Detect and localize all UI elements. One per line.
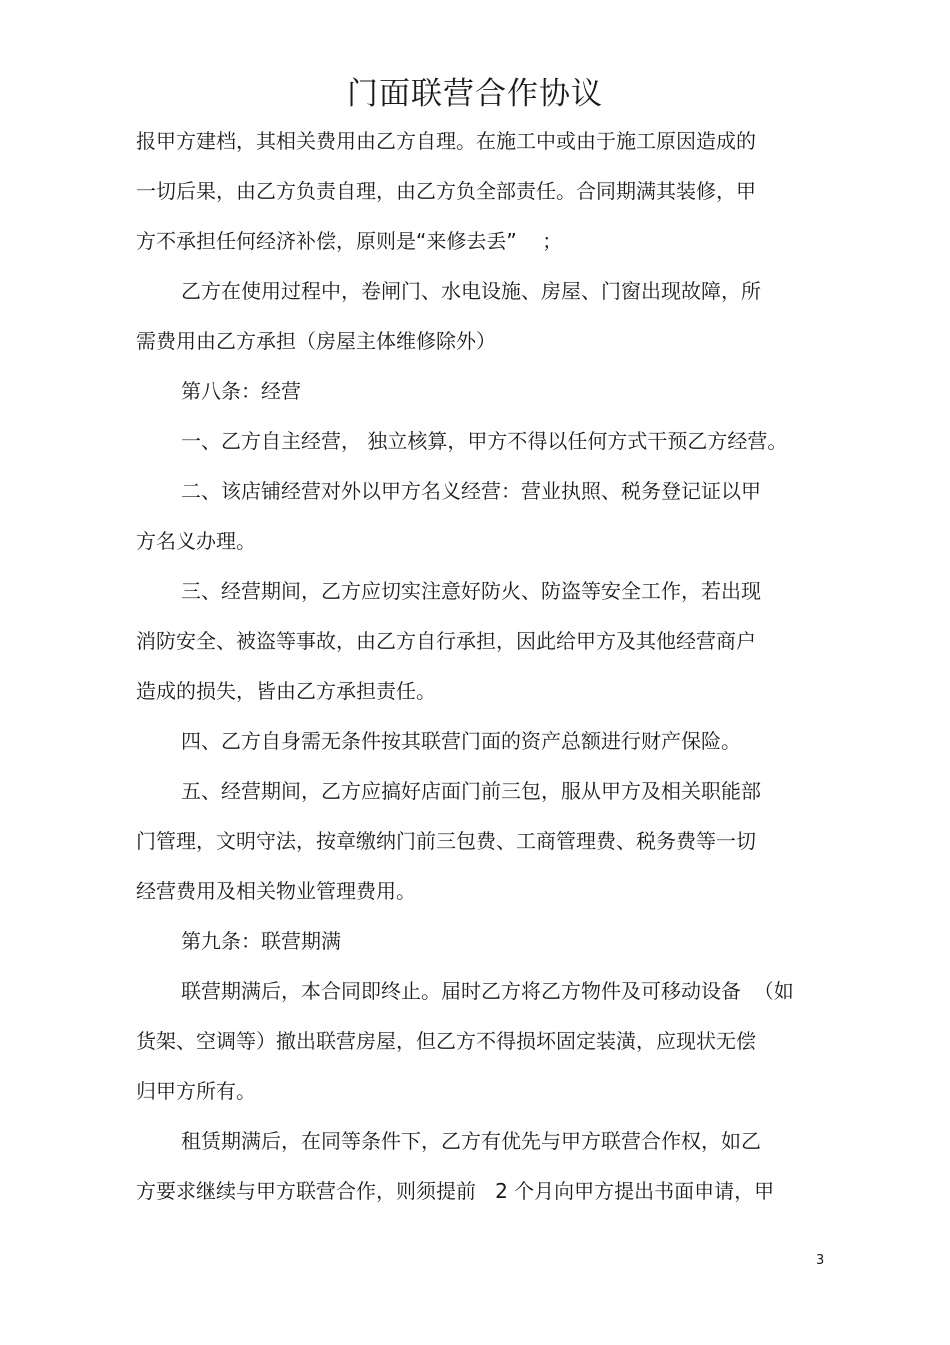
text-line: 方要求继续与甲方联营合作，则须提前 2 个月向甲方提出书面申请，甲 (136, 1179, 775, 1203)
text-line: 归甲方所有。 (136, 1079, 256, 1103)
text-line: 联营期满后，本合同即终止。届时乙方将乙方物件及可移动设备 （如 (181, 979, 794, 1003)
text-line: 方不承担任何经济补偿，原则是“来修去丢” ； (136, 229, 563, 253)
text-line: 门管理，文明守法，按章缴纳门前三包费、工商管理费、税务费等一切 (136, 829, 756, 853)
text-line: 一、乙方自主经营， 独立核算，甲方不得以任何方式干预乙方经营。 (181, 429, 788, 453)
page-title: 门面联营合作协议 (347, 76, 603, 112)
text-line: 报甲方建档，其相关费用由乙方自理。在施工中或由于施工原因造成的 (136, 129, 756, 153)
text-line: 二、该店铺经营对外以甲方名义经营：营业执照、税务登记证以甲 (181, 479, 761, 503)
text-line: 消防安全、被盗等事故，由乙方自行承担，因此给甲方及其他经营商户 (136, 629, 756, 653)
text-line: 经营费用及相关物业管理费用。 (136, 879, 416, 903)
text-line: 乙方在使用过程中，卷闸门、水电设施、房屋、门窗出现故障，所 (181, 279, 761, 303)
page-number: 3 (816, 1253, 825, 1268)
section-heading: 第八条：经营 (181, 379, 301, 403)
text-line: 方名义办理。 (136, 529, 256, 553)
text-line: 造成的损失，皆由乙方承担责任。 (136, 679, 436, 703)
text-line: 需费用由乙方承担（房屋主体维修除外） (136, 329, 496, 353)
text-line: 货架、空调等）撤出联营房屋，但乙方不得损坏固定装潢，应现状无偿 (136, 1029, 756, 1053)
text-line: 三、经营期间，乙方应切实注意好防火、防盗等安全工作，若出现 (181, 579, 761, 603)
section-heading: 第九条：联营期满 (181, 929, 341, 953)
text-line: 租赁期满后，在同等条件下，乙方有优先与甲方联营合作权，如乙 (181, 1129, 761, 1153)
text-line: 四、乙方自身需无条件按其联营门面的资产总额进行财产保险。 (181, 729, 741, 753)
text-line: 五、经营期间，乙方应搞好店面门前三包，服从甲方及相关职能部 (181, 779, 761, 803)
text-line: 一切后果，由乙方负责自理，由乙方负全部责任。合同期满其装修，甲 (136, 179, 756, 203)
